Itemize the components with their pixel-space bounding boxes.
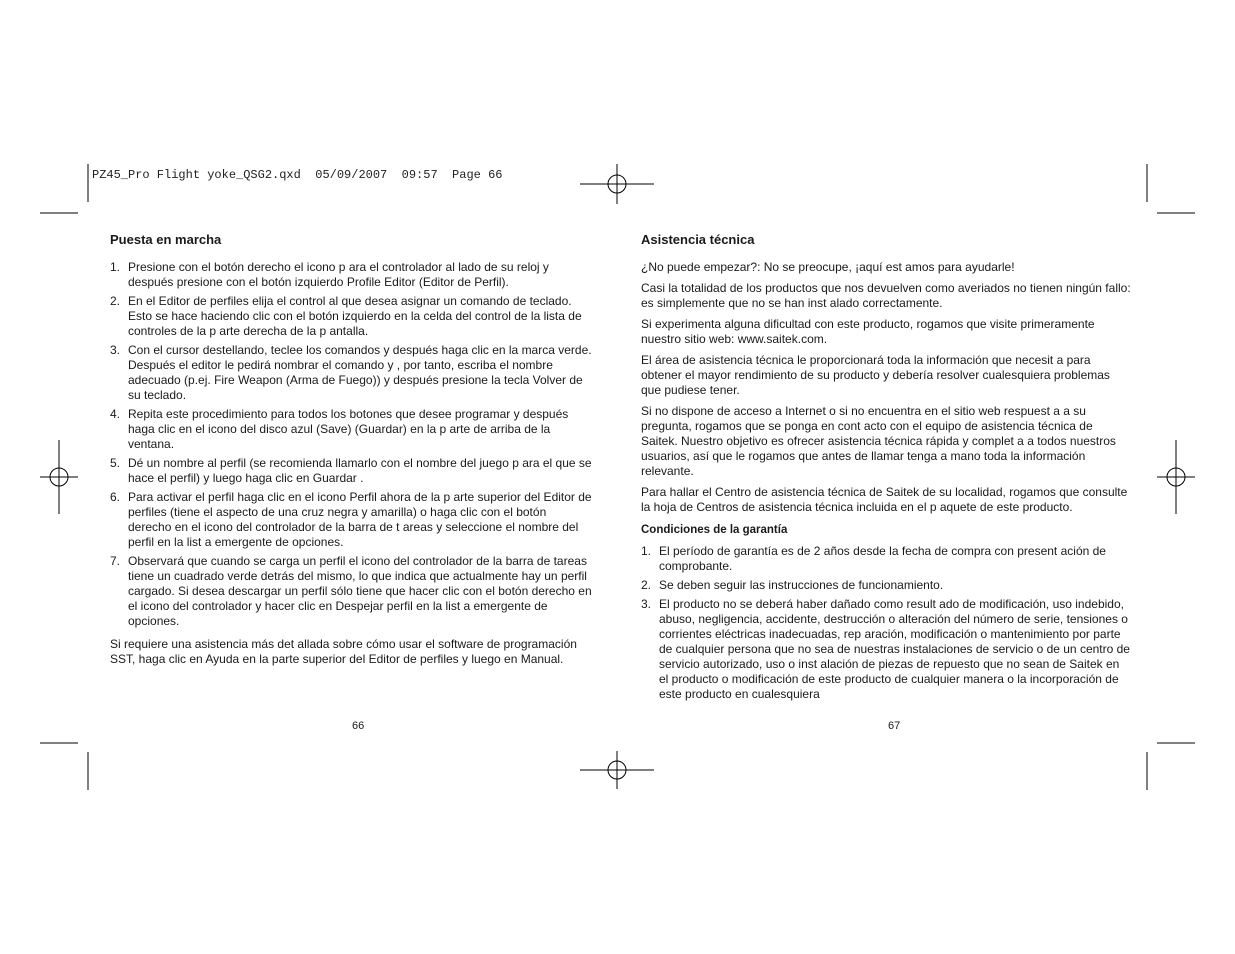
list-item bbox=[110, 260, 592, 290]
registration-mark bbox=[40, 440, 78, 514]
paragraph: El área de asistencia técnica le proporcionará toda la información que necesit a para obtener el mayor rendimiento de su producto y debería resolver cualesquiera problemas que pudiese tener. bbox=[641, 353, 1110, 397]
left-page-column bbox=[110, 232, 592, 673]
file-slug-line: PZ45_Pro Flight yoke_QSG2.qxd 05/09/2007 09:57 Page 66 bbox=[92, 168, 503, 182]
list-item bbox=[641, 578, 1131, 593]
paragraph: Si no dispone de acceso a Internet o si no encuentra en el sitio web respuest a a su pregunta, rogamos que se ponga en cont acto con el equipo de asistencia técnica de Saitek. Nuestro objetivo es ofrecer asistencia técnica rápida y complet a a todos nuestros usuarios, así que le rogamos que antes de llamar tenga a mano toda la información relevante. bbox=[641, 404, 1116, 478]
section-heading-tech-support: Asistencia técnica bbox=[641, 232, 755, 247]
item-number: 5. bbox=[110, 456, 121, 470]
page-number-right: 67 bbox=[888, 720, 901, 732]
section-heading-getting-started: Puesta en marcha bbox=[110, 232, 222, 247]
right-page-column bbox=[641, 232, 1131, 706]
steps-list bbox=[110, 260, 592, 629]
item-number: 4. bbox=[110, 407, 121, 421]
item-number: 6. bbox=[110, 490, 121, 504]
item-text: El producto no se deberá haber dañado como result ado de modificación, uso indebido, abuso, negligencia, accidente, destrucción o alteración del número de serie, tensiones o corrientes eléctricas inadecuadas, rep aración, modificación o mantenimiento por parte de cualquier persona que no sea de nuestras instalaciones de servicio o de un centro de servicio autorizado, uso o inst alación de piezas de repuesto que no sean de Saitek en el producto o modificación de este producto de cualquier manera o la incorporación de este producto en cualesquiera bbox=[659, 597, 1130, 701]
closing-paragraph: Si requiere una asistencia más det allada sobre cómo usar el software de programación SST, haga clic en Ayuda en la parte superior del Editor de perfiles y luego en Manual. bbox=[110, 637, 577, 666]
item-number: 2. bbox=[110, 294, 121, 308]
item-text: En el Editor de perfiles elija el control al que desea asignar un comando de teclado. Esto se hace haciendo clic con el botón izquierdo en la celda del control de la lista de controles de la p arte derecha de la p antalla. bbox=[128, 294, 582, 338]
warranty-list bbox=[641, 544, 1131, 702]
registration-mark bbox=[1157, 440, 1195, 514]
item-number: 3. bbox=[641, 597, 652, 611]
paragraph: Casi la totalidad de los productos que nos devuelven como averiados no tienen ningún fallo: es simplemente que no se han inst alado correctamente. bbox=[641, 281, 1131, 310]
list-item bbox=[641, 544, 1131, 574]
warranty-heading: Condiciones de la garantía bbox=[641, 524, 788, 536]
list-item bbox=[110, 294, 592, 339]
item-number: 3. bbox=[110, 343, 121, 357]
item-number: 7. bbox=[110, 554, 121, 568]
item-text: Se deben seguir las instrucciones de funcionamiento. bbox=[659, 578, 944, 592]
list-item bbox=[110, 456, 592, 486]
list-item bbox=[110, 407, 592, 452]
item-number: 1. bbox=[641, 544, 652, 558]
registration-mark bbox=[580, 164, 654, 204]
item-number: 1. bbox=[110, 260, 121, 274]
item-text: Presione con el botón derecho el icono p ara el controlador al lado de su reloj y después presione con el botón izquierdo Profile Editor (Editor de Perfil). bbox=[128, 260, 549, 289]
item-text: Repita este procedimiento para todos los botones que desee programar y después haga clic en el icono del disco azul (Save) (Guardar) en la p arte de arriba de la ventana. bbox=[128, 407, 569, 451]
item-number: 2. bbox=[641, 578, 652, 592]
page-number-left: 66 bbox=[352, 720, 365, 732]
paragraph: ¿No puede empezar?: No se preocupe, ¡aquí est amos para ayudarle! bbox=[641, 260, 1015, 274]
item-text: Dé un nombre al perfil (se recomienda llamarlo con el nombre del juego p ara el que se hace el perfil) y luego haga clic en Guardar . bbox=[128, 456, 592, 485]
paragraph: Para hallar el Centro de asistencia técnica de Saitek de su localidad, rogamos que consulte la hoja de Centros de asistencia técnica incluida en el p aquete de este producto. bbox=[641, 485, 1128, 514]
item-text: El período de garantía es de 2 años desde la fecha de compra con present ación de comprobante. bbox=[659, 544, 1106, 573]
list-item bbox=[110, 554, 592, 629]
paragraph: Si experimenta alguna dificultad con este producto, rogamos que visite primeramente nuestro sitio web: www.saitek.com. bbox=[641, 317, 1095, 346]
list-item bbox=[110, 343, 592, 403]
list-item bbox=[641, 597, 1131, 702]
item-text: Para activar el perfil haga clic en el icono Perfil ahora de la p arte superior del Editor de perfiles (tiene el aspecto de una cruz negra y amarilla) o haga clic con el botón derecho en el icono del controlador de la barra de t areas y seleccione el nombre del perfil en la list a emergente de opciones. bbox=[128, 490, 592, 549]
item-text: Observará que cuando se carga un perfil el icono del controlador de la barra de tareas tiene un cuadrado verde detrás del mismo, lo que indica que actualmente hay un perfil cargado. Si desea descargar un perfil sólo tiene que hacer clic con el botón derecho en el icono del controlador y hacer clic en Despejar perfil en la list a emergente de opciones. bbox=[128, 554, 592, 628]
registration-mark bbox=[580, 751, 654, 789]
list-item bbox=[110, 490, 592, 550]
item-text: Con el cursor destellando, teclee los comandos y después haga clic en la marca verde. Después el editor le pedirá nombrar el comando y , por tanto, escriba el nombre adecuado (p.ej. Fire Weapon (Arma de Fuego)) y después presione la tecla Volver de su teclado. bbox=[128, 343, 592, 402]
